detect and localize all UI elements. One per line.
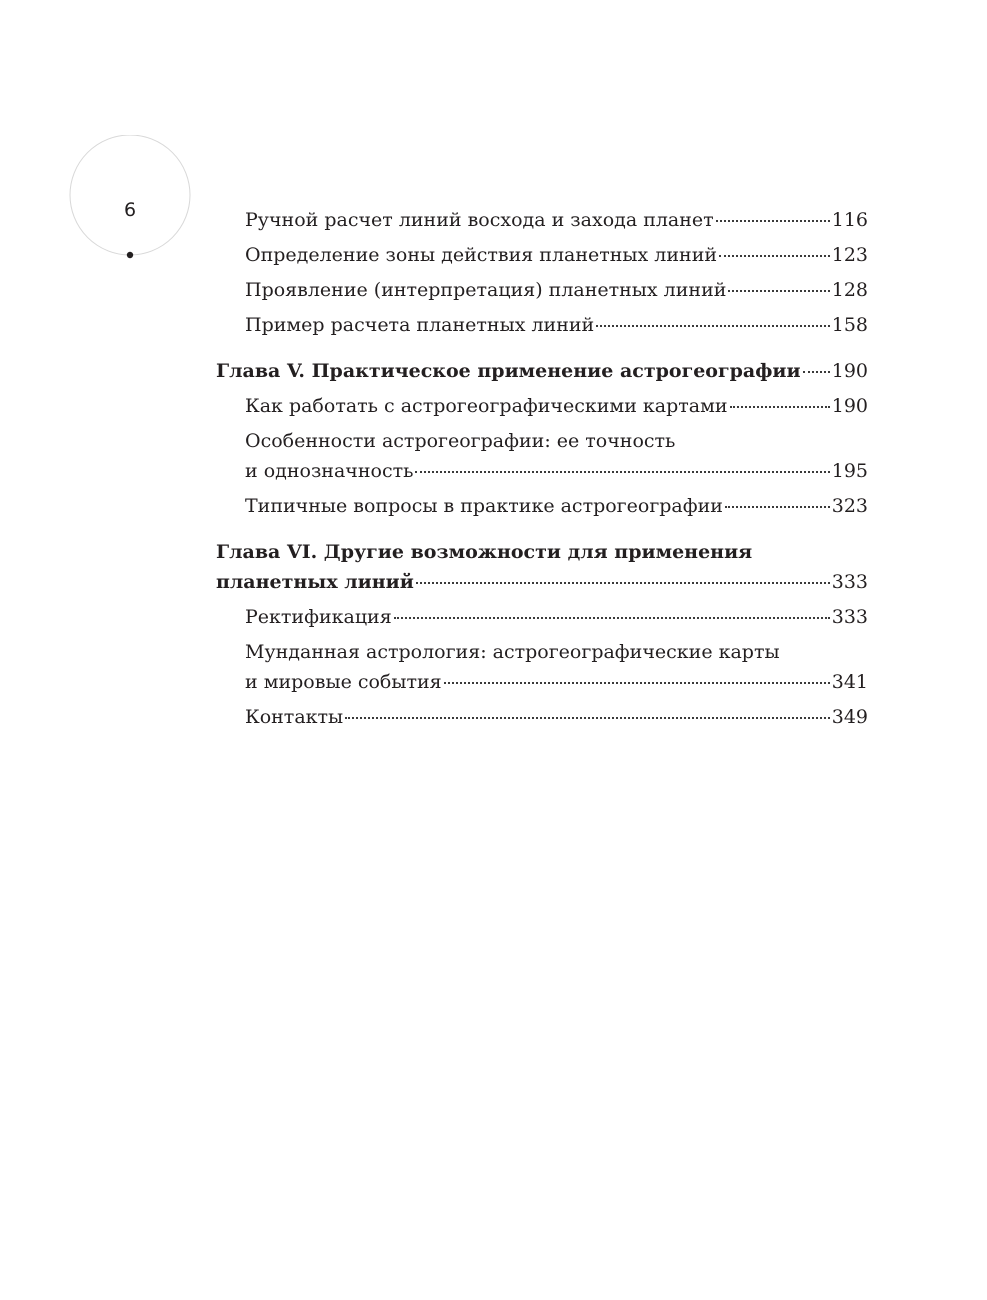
dot-leader [725, 506, 830, 508]
toc-entry[interactable] [216, 426, 868, 491]
toc-entry-page: 190 [831, 360, 868, 382]
toc-entry-page: 190 [831, 395, 868, 417]
page-number: 6 [123, 199, 137, 221]
toc-entry-page: 333 [831, 606, 868, 628]
dot-leader [345, 717, 830, 719]
dot-leader [730, 406, 830, 408]
toc-entry[interactable] [216, 205, 868, 240]
toc-entry[interactable] [216, 602, 868, 637]
dot-leader [728, 290, 829, 292]
circle-ornament-icon [68, 135, 192, 259]
toc-entry-page: 116 [831, 209, 868, 231]
toc-entry-title: Контакты [245, 706, 344, 728]
toc-chapter-title-line1: Глава VI. Другие возможности для применения [216, 541, 753, 563]
toc-entry-page: 349 [831, 706, 868, 728]
dot-leader [394, 617, 830, 619]
toc-entry[interactable] [216, 391, 868, 426]
toc-entry-title-line2: и однозначность [245, 460, 414, 482]
toc-entry-title: Ректификация [245, 606, 392, 628]
toc-entry-title-line1: Мунданная астрология: астрогеографические карты [245, 641, 780, 663]
toc-chapter-title: Глава V. Практическое применение астрогеографии [216, 360, 801, 382]
toc-entry-title: Типичные вопросы в практике астрогеографии [245, 495, 723, 517]
toc-entry-title: Ручной расчет линий восхода и захода планет [245, 209, 714, 231]
toc-entry[interactable] [216, 702, 868, 737]
toc-entry-title-line1: Особенности астрогеографии: ее точность [245, 430, 676, 452]
toc-chapter-title-line2: планетных линий [216, 571, 414, 593]
toc-chapter-entry[interactable] [216, 356, 868, 391]
toc-entry-title: Пример расчета планетных линий [245, 314, 595, 336]
toc-entry-page: 128 [831, 279, 868, 301]
toc-entry-title: Как работать с астрогеографическими картами [245, 395, 728, 417]
toc-entry-page: 333 [831, 571, 868, 593]
toc-entry[interactable] [216, 491, 868, 526]
toc-entry[interactable] [216, 310, 868, 345]
dot-leader [415, 471, 829, 473]
dot-leader [444, 682, 830, 684]
toc-entry[interactable] [216, 637, 868, 702]
toc-entry-page: 341 [831, 671, 868, 693]
toc-entry[interactable] [216, 240, 868, 275]
dot-leader [416, 582, 830, 584]
toc-entry[interactable] [216, 275, 868, 310]
table-of-contents [216, 205, 868, 737]
dot-leader [803, 371, 830, 373]
toc-chapter-entry[interactable] [216, 537, 868, 602]
toc-entry-title: Определение зоны действия планетных линий [245, 244, 718, 266]
dot-leader [719, 255, 830, 257]
toc-entry-page: 158 [831, 314, 868, 336]
toc-entry-title: Проявление (интерпретация) планетных линий [245, 279, 727, 301]
dot-leader [716, 220, 830, 222]
toc-entry-page: 195 [831, 460, 868, 482]
toc-entry-page: 123 [831, 244, 868, 266]
toc-entry-page: 323 [831, 495, 868, 517]
toc-entry-title-line2: и мировые события [245, 671, 442, 693]
dot-leader [596, 325, 830, 327]
page-number-marker [68, 135, 192, 259]
